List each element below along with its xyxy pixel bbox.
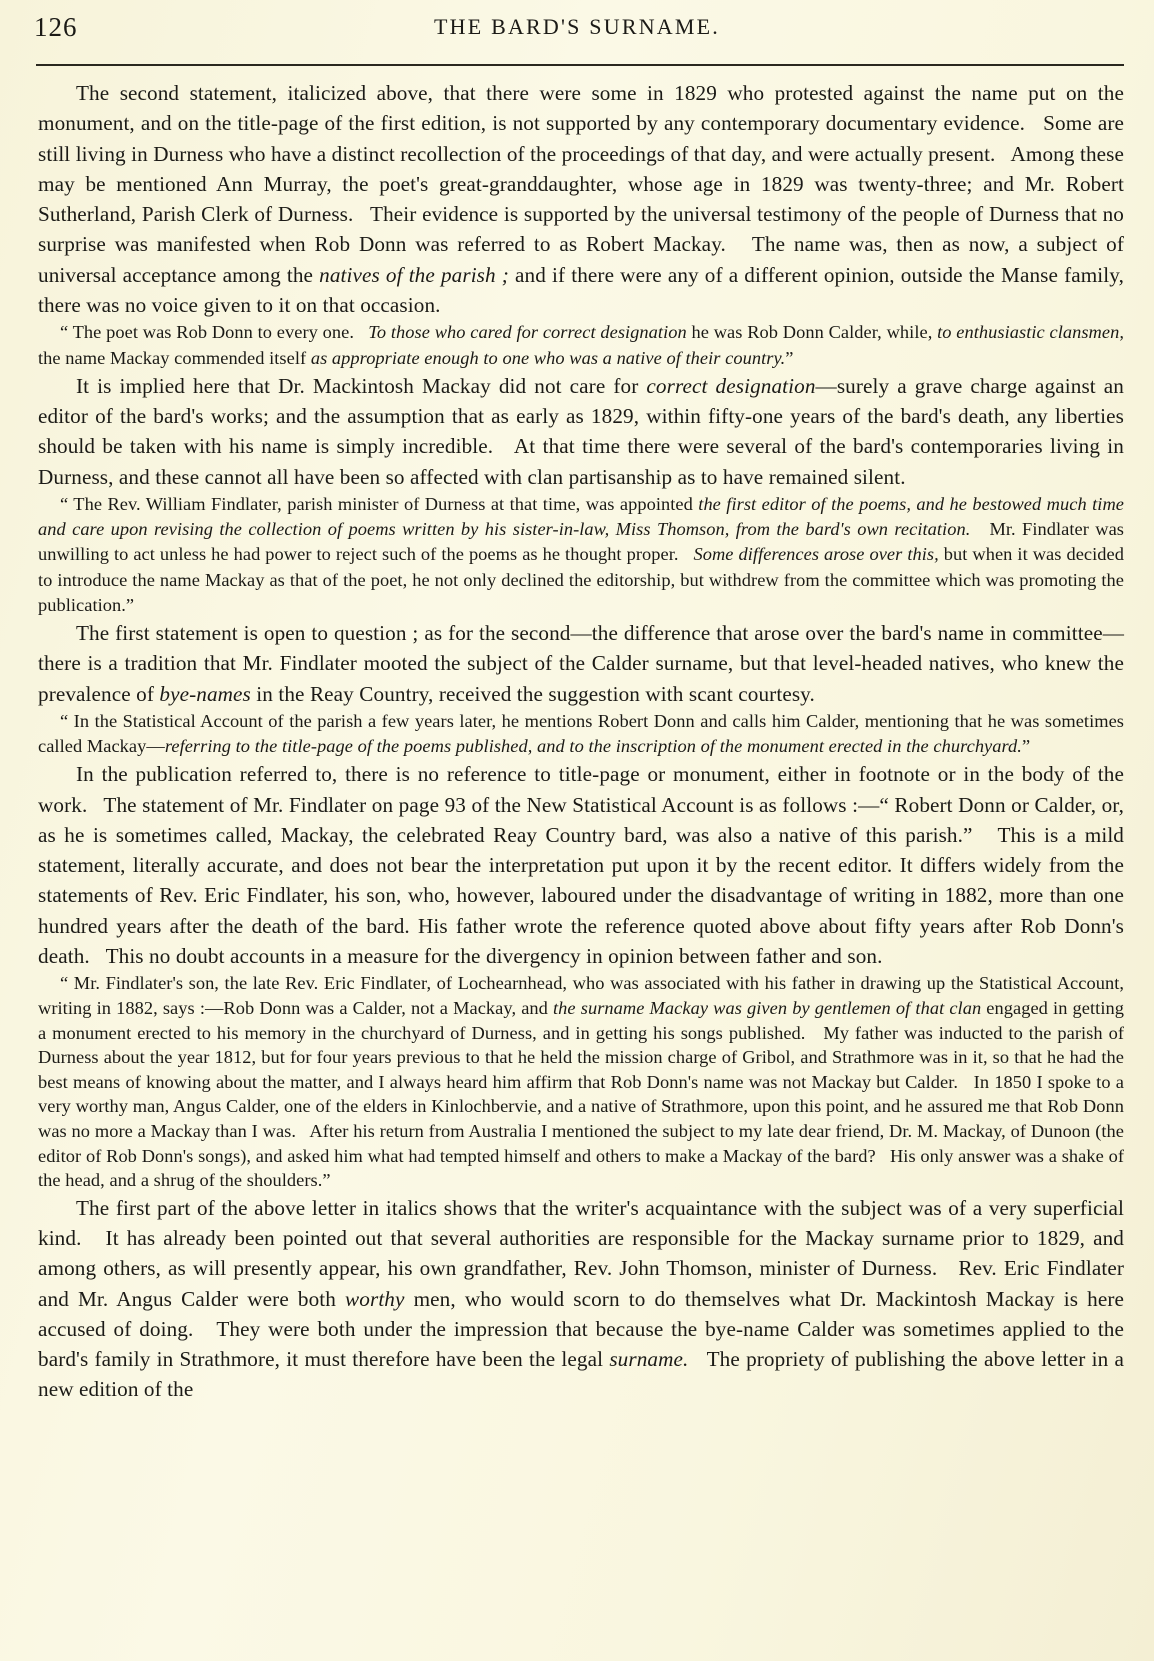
paragraph: The second statement, italicized above, that there were some in 1829 who protested against the name put on the monument, and on the title-page of the first edition, is not supported by any contemporary documentary evidence. Some are still living in Durness who have a distinct recollection of the proceedings of that day, and were actually present. Among these may be mentioned Ann Murray, the poet's great-granddaughter, whose age in 1829 was twenty-three; and Mr. Robert Sutherland, Parish Clerk of Durness. Their evidence is supported by the universal testimony of the people of Durness that no surprise was manifested when Rob Donn was referred to as Robert Mackay. The name was, then as now, a subject of universal acceptance among the natives of the parish ; and if there were any of a different opinion, outside the Manse family, there was no voice given to it on that occasion. <box>38 81 1124 318</box>
paragraph: It is implied here that Dr. Mackintosh Mackay did not care for correct designation—surely a grave charge against an editor of the bard's works; and the assumption that as early as 1829, within fifty-one years of the bard's death, any liberties should be taken with his name is simply incredible. At that time there were several of the bard's contemporaries living in Durness, and these cannot all have been so affected with clan partisanship as to have remained silent. <box>38 373 1125 489</box>
paragraph: In the publication referred to, there is no reference to title-page or monument, either in footnote or in the body of the work. The statement of Mr. Findlater on page 93 of the New Statistical Account is as follows :—“ Robert Donn or Calder, or, as he is sometimes called, Mackay, the celebrated Reay Country bard, was also a native of this parish.” This is a mild statement, literally accurate, and does not bear the interpretation put upon it by the recent editor. It differs widely from the statements of Rev. Eric Findlater, his son, who, however, laboured under the disadvantage of writing in 1882, more than one hundred years after the death of the bard. His father wrote the reference quoted above about fifty years after Rob Donn's death. This no doubt accounts in a measure for the divergency in opinion between father and son. <box>38 762 1124 969</box>
running-title: THE BARD'S SURNAME. <box>434 14 720 39</box>
block-quote: “ The Rev. William Findlater, parish minister of Durness at that time, was appointed the first editor of the poems, and he bestowed much time and care upon revising the collection of poems written by his sister-in-law, Miss Thomson, from the bard's own recitation. Mr. Findlater was unwilling to act unless he had power to reject such of the poems as he thought proper. Some differences arose over this, but when it was decided to introduce the name Mackay as that of the poet, he not only declined the editorship, but withdrew from the committee which was promoting the publication.” <box>38 493 1125 615</box>
block-quote: “ In the Statistical Account of the parish a few years later, he mentions Robert Donn and calls him Calder, mentioning that he was sometimes called Mackay—referring to the title-page of the poems published, and to the inscription of the monument erected in the churchyard.” <box>38 710 1124 757</box>
page-body <box>38 78 1124 1657</box>
page-header <box>34 12 1120 56</box>
paragraph: The first statement is open to question ; as for the second—the difference that arose over the bard's name in committee—there is a tradition that Mr. Findlater mooted the subject of the Calder surname, but that level-headed natives, who knew the prevalence of bye-names in the Reay Country, received the suggestion with scant courtesy. <box>38 620 1124 706</box>
paragraph: The first part of the above letter in italics shows that the writer's acquaintance with the subject was of a very superficial kind. It has already been pointed out that several authorities are responsible for the Mackay surname prior to 1829, and among others, as will presently appear, his own grandfather, Rev. John Thomson, minister of Durness. Rev. Eric Findlater and Mr. Angus Calder were both worthy men, who would scorn to do themselves what Dr. Mackintosh Mackay is here accused of doing. They were both under the impression that because the bye-name Calder was sometimes applied to the bard's family in Strathmore, it must therefore have been the legal surname. The propriety of publishing the above letter in a new edition of the <box>38 1195 1124 1402</box>
header-rule <box>36 64 1124 66</box>
block-quote: “ Mr. Findlater's son, the late Rev. Eric Findlater, of Lochearnhead, who was associated with his father in drawing up the Statistical Account, writing in 1882, says :—Rob Donn was a Calder, not a Mackay, and the surname Mackay was given by gentlemen of that clan engaged in getting a monument erected to his memory in the churchyard of Durness, and in getting his songs published. My father was inducted to the parish of Durness about the year 1812, but for four years previous to that he held the mission charge of Gribol, and Strathmore was in it, so that he had the best means of knowing about the matter, and I always heard him affirm that Rob Donn's name was not Mackay but Calder. In 1850 I spoke to a very worthy man, Angus Calder, one of the elders in Kinlochbervie, and a native of Strathmore, upon this point, and he assured me that Rob Donn was no more a Mackay than I was. After his return from Australia I mentioned the subject to my late dear friend, Dr. M. Mackay, of Dunoon (the editor of Rob Donn's songs), and asked him what had tempted himself and others to make a Mackay of the bard? His only answer was a shake of the head, and a shrug of the shoulders.” <box>38 973 1124 1191</box>
page-number: 126 <box>34 12 78 42</box>
block-quote: “ The poet was Rob Donn to every one. To those who cared for correct designation he was Rob Donn Calder, while, to enthusiastic clansmen, the name Mackay commended itself as appropriate enough to one who was a native of their country.” <box>38 322 1124 368</box>
